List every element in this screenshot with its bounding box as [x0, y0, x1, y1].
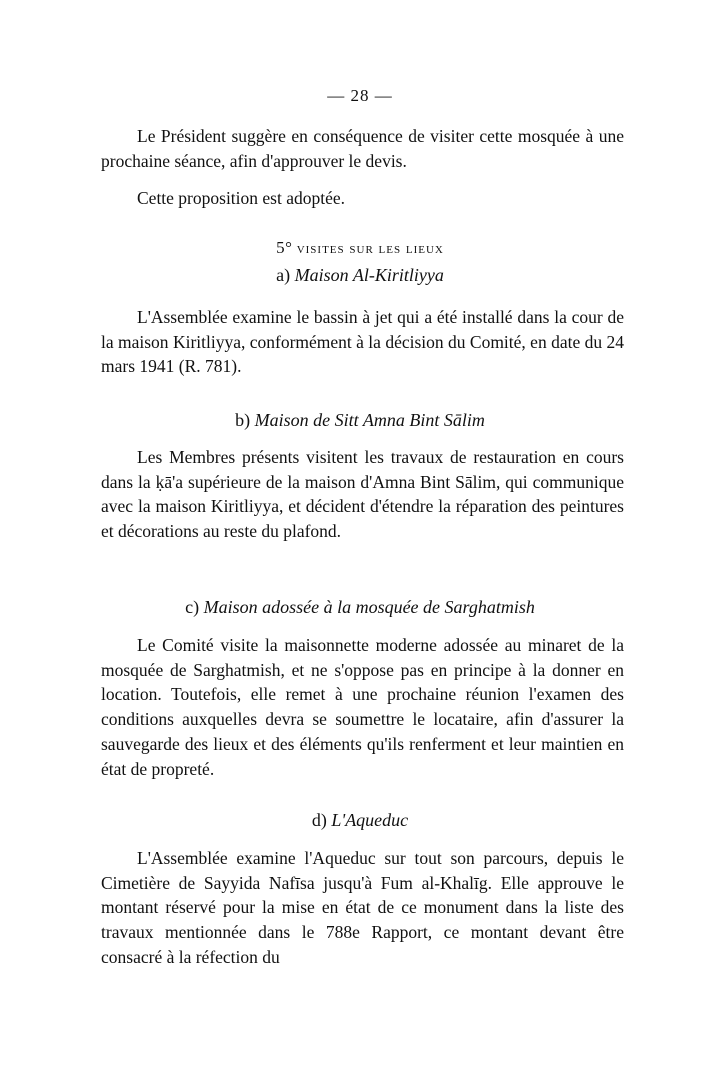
paragraph-aqueduc: L'Assemblée examine l'Aqueduc sur tout son parcours, depuis le Cimetière de Sayyida Nafīsa jusqu'à Fum al-Khalīg. Elle approuve le montant réservé pour la mise en état de ce monument dans la liste des travaux mentionnée dans le 788e Rapport, ce montant devant être consacré à la réfection du — [101, 848, 624, 967]
subheading-a-letter: a) — [276, 265, 291, 285]
paragraph-proposition-adopted: Cette proposition est adoptée. — [137, 188, 346, 208]
subheading-c-letter: c) — [185, 597, 200, 617]
section-heading — [0, 238, 720, 258]
subheading-a-title: Maison Al-Kiritliyya — [294, 265, 444, 285]
paragraph-president-suggestion: Le Président suggère en conséquence de visiter cette mosquée à une prochaine séance, afin d'approuver le devis. — [101, 126, 624, 171]
page-number: — 28 — — [327, 86, 393, 105]
section-title: visites sur les lieux — [296, 241, 444, 257]
paragraph-bassin-a-jet: L'Assemblée examine le bassin à jet qui a été installé dans la cour de la maison Kiritliyya, conformément à la décision du Comité, en date du 24 mars 1941 (R. 781). — [101, 307, 624, 377]
paragraph-travaux-restauration: Les Membres présents visitent les travaux de restauration en cours dans la ḳā'a supérieure de la maison d'Amna Bint Sālim, qui communique avec la maison Kiritliyya, et décident d'étendre la réparation des peintures et décorations au reste du plafond. — [101, 447, 624, 542]
paragraph-maisonnette: Le Comité visite la maisonnette moderne adossée au minaret de la mosquée de Sarghatmish, et ne s'oppose pas en principe à la donner en location. Toutefois, elle remet à une prochaine réunion l'examen des conditions auxquelles devra se soumettre le locataire, afin d'assurer la sauvegarde des lieux et des éléments qu'ils renferment et leur maintien en état de propreté. — [101, 635, 624, 779]
subheading-d — [0, 810, 720, 831]
subheading-c — [0, 597, 720, 618]
subheading-a — [0, 265, 720, 286]
subheading-b — [0, 410, 720, 431]
section-number: 5° — [276, 238, 293, 257]
subheading-b-title: Maison de Sitt Amna Bint Sālim — [254, 410, 485, 430]
subheading-c-title: Maison adossée à la mosquée de Sarghatmish — [203, 597, 535, 617]
subheading-d-letter: d) — [311, 810, 327, 830]
subheading-b-letter: b) — [235, 410, 251, 430]
subheading-d-title: L'Aqueduc — [331, 810, 409, 830]
